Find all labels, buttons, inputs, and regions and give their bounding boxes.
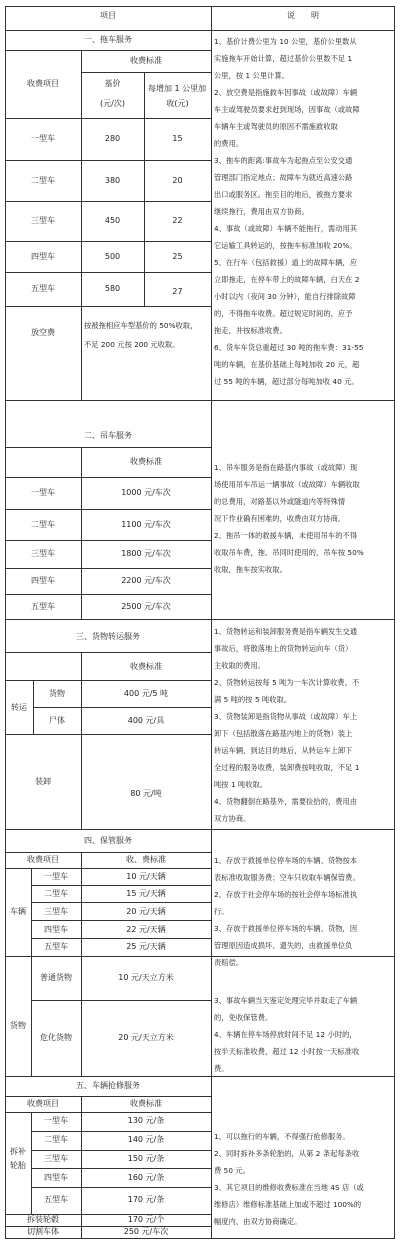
row-fee: 140 元/条	[127, 1135, 165, 1144]
row-fee: 20 元/天辆	[126, 907, 166, 916]
row-fee: 1000 元/车次	[121, 488, 171, 497]
row-fee: 15 元/天辆	[126, 889, 166, 898]
row-base: 380	[104, 176, 121, 185]
row-type: 一型车	[31, 488, 55, 497]
row-base: 280	[104, 134, 121, 143]
row-type: 三型车	[31, 216, 55, 225]
row-type: 三型车	[44, 907, 68, 916]
load-label: 装卸	[35, 777, 51, 786]
col-base-unit: (元/次)	[100, 99, 125, 108]
row-fee: 22 元/天辆	[126, 925, 166, 934]
hub-fee: 170 元/个	[127, 1215, 165, 1224]
cargo-fee: 400 元/5 吨	[123, 689, 169, 698]
section-title: 二、吊车服务	[84, 431, 132, 440]
transfer-label: 转运	[11, 703, 27, 712]
row-type: 二型车	[44, 889, 68, 898]
col-extra-unit: 收(元)	[166, 99, 189, 108]
col-item: 收费项目	[27, 855, 59, 864]
row-fee: 2200 元/车次	[121, 576, 171, 585]
row-type: 五型车	[31, 284, 55, 293]
row-extra: 27	[172, 287, 183, 296]
col-std: 收、费标准	[126, 855, 166, 864]
row-base: 580	[104, 284, 121, 293]
row-fee: 25 元/天辆	[126, 942, 166, 951]
row-type: 一型车	[44, 872, 68, 881]
row-type: 三型车	[31, 549, 55, 558]
row-fee: 2500 元/车次	[121, 602, 171, 611]
col-std: 收费标准	[130, 457, 162, 466]
row-type: 四型车	[31, 252, 55, 261]
row-type: 四型车	[44, 1173, 68, 1182]
row-extra: 22	[172, 216, 183, 225]
col-base: 基价	[104, 79, 121, 88]
row-extra: 15	[172, 134, 183, 143]
danger-goods-label: 危化货物	[40, 1033, 72, 1042]
towing-notes: 1、基价计费公里为 10 公里，基价公里数从 实施拖车开始计算，超过基价公里数不足 1 公里，按 1 公里计算。 2、放空费是指施救车因事故（或故障）车辆 车主或驾驶员要求赶到现场，因事故（或故障 车辆车主或驾驶员的原因不需施救收取 的费用。 3、拖车的距离:事故车为起拖点至公安交通 管理部门指定地点；故障车为就近高速公路 出口或服务区。拖至目的地后，被拖方要求 继续拖行，费用由双方协商。 4、事故（或故障）车辆不能拖行，需动用其 它运输工具转运的，按拖车标准加收 20%。 5、在行车（包括救援）道上的故障车辆，应 立即拖走，在停车带上的故障车辆，白天在 2 小时以内（夜间 30 分钟），能自行排除故障 的，不得拖车收费。超过规定时间的，应予 拖走，并按标准收费。 6、货车车货总重超过 30 吨的拖车费：31-55 吨的车辆，在基价基础上每吨加收 20 元，超 过 55 吨的车辆，超过部分每吨加收 40 元。	[214, 37, 364, 386]
tire-label: 拆补	[10, 1147, 26, 1156]
corpse-label: 尸体	[49, 716, 65, 725]
row-fee: 10 元/天辆	[126, 872, 166, 881]
storage-notes: 1、存放于救援单位停车场的车辆、货物按本 表标准收取服务费；空车只收取车辆保管费。 2、存放于社会停车场的按社会停车场标准执 行。 3、存放于救援单位停车场的车辆、货物，因 管理原因造成损坏、遗失的，由救援单位负 责赔偿。	[214, 856, 360, 967]
col-item: 收费项目	[27, 1099, 59, 1108]
row-fee: 170 元/条	[127, 1195, 165, 1204]
row-type: 一型车	[44, 1116, 68, 1125]
col-item: 收费项目	[27, 79, 59, 88]
row-type: 三型车	[44, 1154, 68, 1163]
row-type: 二型车	[44, 1135, 68, 1144]
hub-label: 拆装轮毂	[27, 1215, 59, 1224]
storage-notes-2: 3、事故车辆当天鉴定处理完毕并取走了车辆 的，免收保管费。 4、车辆在停车场停放时间不足 12 小时的， 按半天标准收费，超过 12 小时按一天标准收 费。	[214, 996, 360, 1073]
col-std: 收费标准	[130, 662, 162, 671]
tire-label: 轮胎	[10, 1161, 26, 1170]
row-fee: 1800 元/车次	[121, 549, 171, 558]
cut-fee: 250 元/车次	[123, 1227, 169, 1236]
goods-label: 货物	[10, 1021, 26, 1030]
header-item: 项目	[100, 11, 116, 20]
cut-label: 切割车体	[27, 1227, 59, 1236]
row-type: 五型车	[44, 942, 68, 951]
danger-goods-fee: 20 元/天立方米	[118, 1033, 174, 1042]
crane-notes: 1、吊车服务是指在路基内事故（或故障）现 场使用吊车吊运一辆事故（或故障）车辆收取 的总费用，对路基以外或隧道内等特殊情 况下作业确有困难的，收费由双方协商。 2、拖吊一体的救援车辆，未使用吊车的不得 收取吊车费，拖、吊同时使用的，吊车按 50% 收取，拖车按实收取。	[214, 463, 364, 574]
row-fee: 130 元/条	[127, 1116, 165, 1125]
load-fee: 80 元/吨	[130, 789, 162, 798]
empty-fee-text: 按被拖相应车型基价的 50%收取，	[84, 321, 198, 330]
row-type: 五型车	[44, 1195, 68, 1204]
transfer-notes: 1、货物转运和装卸服务费是指车辆发生交通 事故后，将散落地上的货物转运向车（货） 主收取的费用。 2、货物转运按每 5 吨为一车次计算收费，不 满 5 吨的按 5 吨收取。 3、货物装卸是指货物从事故（或故障）车上 卸下（包括散落在路基内地上的货物）装上 转运车辆，到达目的地后，从转运车上卸下 全过程的服务收费，装卸费按吨收取，不足 1 吨按 1 吨收取。 4、货物翻倒在路基外，需要捡拾的，费用由 双方协商。	[214, 627, 360, 823]
row-type: 四型车	[31, 576, 55, 585]
vehicle-label: 车辆	[10, 907, 26, 916]
row-extra: 25	[172, 252, 183, 261]
row-base: 500	[104, 252, 121, 261]
header-desc: 说 明	[287, 11, 319, 20]
row-fee: 160 元/条	[127, 1173, 165, 1182]
repair-notes: 1、可以拖行的车辆，不得强行抢修服务。 2、同时拆补多条轮胎的，从第 2 条起每条收 费 50 元。 3、其它项目的维修收费标准在当地 4S 店（或 维修店）维修标准基础上加或不超过 100%的 幅度内，由双方协商确定。	[214, 1132, 364, 1226]
section-title: 五、车辆抢修服务	[76, 1081, 140, 1090]
row-base: 450	[104, 216, 121, 225]
corpse-fee: 400 元/具	[127, 716, 165, 725]
empty-fee-label: 放空费	[31, 328, 55, 337]
row-type: 四型车	[44, 925, 68, 934]
section-title: 四、保管服务	[84, 836, 132, 845]
row-type: 二型车	[31, 176, 55, 185]
row-type: 一型车	[31, 134, 55, 143]
section-title: 一、拖车服务	[84, 35, 132, 44]
row-type: 五型车	[31, 602, 55, 611]
col-std: 收费标准	[130, 1099, 162, 1108]
normal-goods-label: 普通货物	[40, 973, 72, 982]
cargo-label: 货物	[49, 689, 65, 698]
section-title: 三、货物转运服务	[76, 632, 140, 641]
normal-goods-fee: 10 元/天立方米	[118, 973, 174, 982]
row-fee: 150 元/条	[127, 1154, 165, 1163]
row-type: 二型车	[31, 520, 55, 529]
col-std: 收费标准	[130, 56, 162, 65]
row-fee: 1100 元/车次	[121, 520, 171, 529]
col-extra: 每增加 1 公里加	[148, 84, 207, 93]
row-extra: 20	[172, 176, 183, 185]
empty-fee-text: 不足 200 元按 200 元收取。	[84, 340, 180, 349]
